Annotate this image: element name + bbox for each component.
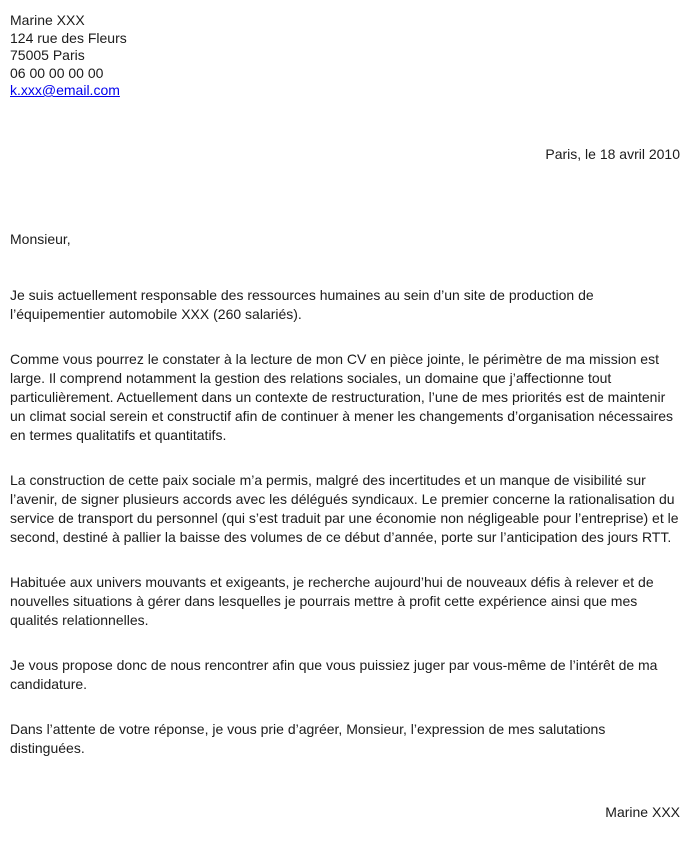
body-paragraph-4: Habituée aux univers mouvants et exigeants, je recherche aujourd’hui de nouveaux défis à relever et de nouvelles situations à gérer dans lesquelles je pourrais mettre à profit cette expérience ainsi que mes qualités relationnelles. [10, 573, 654, 628]
date-line: Paris, le 18 avril 2010 [545, 145, 680, 162]
sender-phone: 06 00 00 00 00 [10, 64, 104, 81]
signature: Marine XXX [605, 803, 680, 820]
body-paragraph-2: Comme vous pourrez le constater à la lecture de mon CV en pièce jointe, le périmètre de ma mission est large. Il comprend notamment la gestion des relations sociales, un domaine que j’affectionne tout particulièrement. Actuellement dans un contexte de restructuration, l’une de mes priorités est de maintenir un climat social serein et constructif afin de continuer à mener les changements d’organisation nécessaires en termes qualitatifs et quantitatifs. [10, 350, 674, 443]
sender-address-line2: 75005 Paris [10, 47, 85, 63]
sender-block [10, 12, 680, 100]
letter-body [10, 286, 682, 758]
salutation: Monsieur, [10, 230, 71, 247]
body-paragraph-5: Je vous propose donc de nous rencontrer afin que vous puissiez juger par vous-même de l’intérêt de ma candidature. [10, 656, 658, 692]
sender-name: Marine XXX [10, 12, 85, 28]
body-paragraph-3: La construction de cette paix sociale m’a permis, malgré des incertitudes et un manque de visibilité sur l’avenir, de signer plusieurs accords avec les délégués syndicaux. Le premier concerne la rationalisation du service de transport du personnel (qui s’est traduit par une économie non négligeable pour l’entreprise) et le second, destiné à pallier la baisse des volumes de ce début d’année, porte sur l’anticipation des jours RTT. [10, 471, 679, 545]
sender-email-link[interactable]: k.xxx@email.com [10, 82, 120, 98]
body-paragraph-6: Dans l’attente de votre réponse, je vous prie d’agréer, Monsieur, l’expression de mes salutations distinguées. [10, 720, 606, 756]
sender-address-line1: 124 rue des Fleurs [10, 29, 127, 46]
body-paragraph-1: Je suis actuellement responsable des ressources humaines au sein d’un site de production de l’équipementier automobile XXX (260 salariés). [10, 286, 594, 322]
